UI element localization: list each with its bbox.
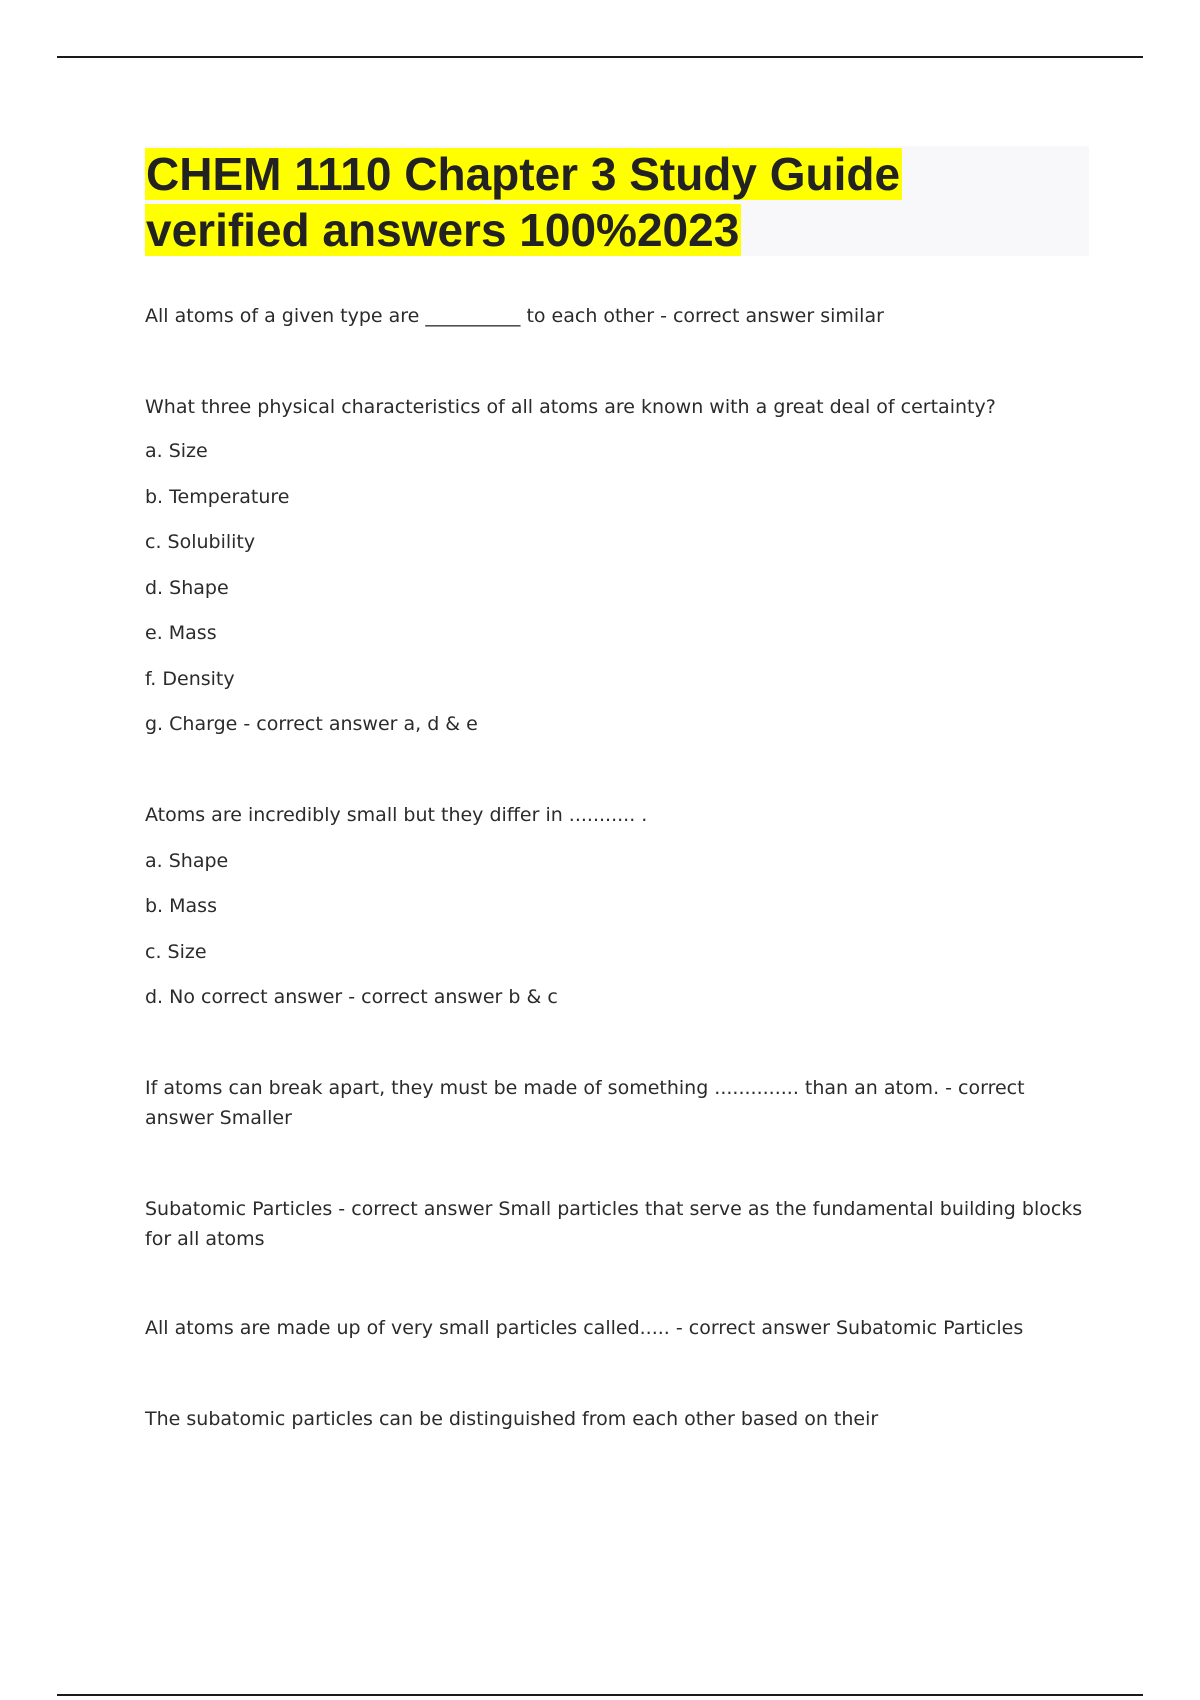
question-2: What three physical characteristics of all atoms are known with a great deal of certainty? — [145, 396, 996, 418]
question-3-option-d: d. No correct answer - correct answer b & c — [145, 986, 558, 1008]
top-rule — [57, 56, 1143, 58]
question-5: Subatomic Particles - correct answer Small particles that serve as the fundamental building blocks for all atoms — [145, 1198, 1083, 1250]
document-title — [145, 146, 1089, 258]
question-2-option-e: e. Mass — [145, 622, 217, 644]
question-2-option-f: f. Density — [145, 668, 235, 690]
title-line-2: verified answers 100%2023 — [146, 204, 740, 256]
question-3-option-b: b. Mass — [145, 895, 217, 917]
question-6: All atoms are made up of very small particles called..... - correct answer Subatomic Particles — [145, 1317, 1024, 1339]
question-1: All atoms of a given type are __________ to each other - correct answer similar — [145, 305, 884, 327]
question-2-option-d: d. Shape — [145, 577, 229, 599]
question-7: The subatomic particles can be distinguished from each other based on their — [145, 1408, 879, 1430]
question-3-option-c: c. Size — [145, 941, 207, 963]
question-4: If atoms can break apart, they must be made of something .............. than an atom. - correct answer Smaller — [145, 1077, 1025, 1129]
question-3-option-a: a. Shape — [145, 850, 229, 872]
question-2-option-a: a. Size — [145, 440, 208, 462]
question-2-option-c: c. Solubility — [145, 531, 256, 553]
question-2-option-b: b. Temperature — [145, 486, 290, 508]
title-line-1: CHEM 1110 Chapter 3 Study Guide — [146, 148, 901, 200]
question-3: Atoms are incredibly small but they differ in ........... . — [145, 804, 648, 826]
title-block — [145, 146, 1089, 256]
question-2-option-g: g. Charge - correct answer a, d & e — [145, 713, 478, 735]
bottom-rule — [57, 1694, 1143, 1696]
